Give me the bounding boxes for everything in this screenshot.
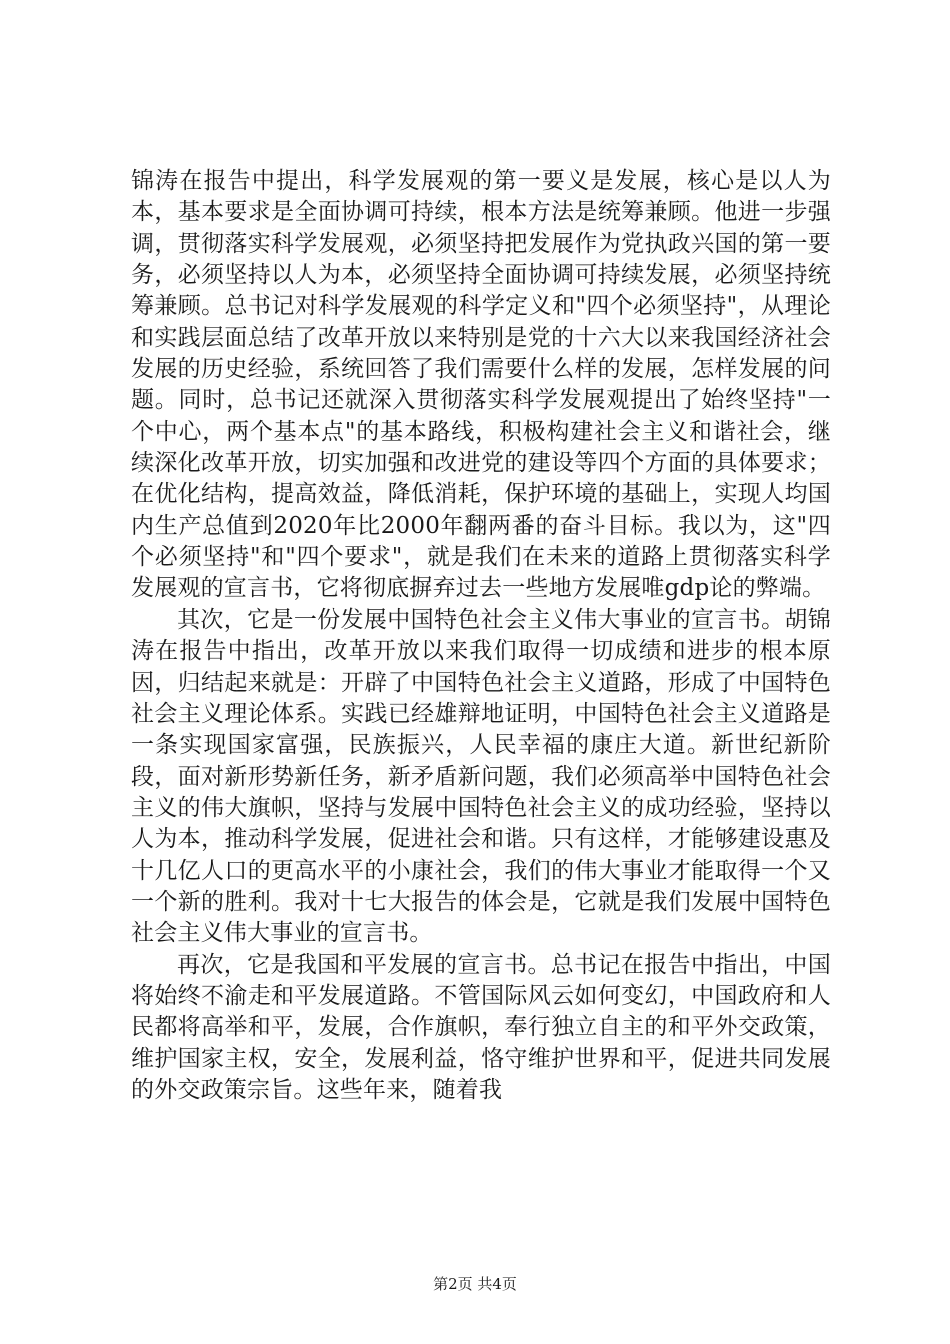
paragraph-third: 再次，它是我国和平发展的宣言书。总书记在报告中指出，中国将始终不渝走和平发展道路。不管国际风云如何变幻，中国政府和人民都将高举和平，发展，合作旗帜，奉行独立自主的和平外交政策，维护国家主权，安全，发展利益，恪守维护世界和平，促进共同发展的外交政策宗旨。这些年来，随着我	[131, 951, 831, 1103]
document-body	[131, 166, 831, 1106]
page-footer: 第2页 共4页	[433, 1275, 517, 1293]
paragraph-second: 其次，它是一份发展中国特色社会主义伟大事业的宣言书。胡锦涛在报告中指出，改革开放以来我们取得一切成绩和进步的根本原因，归结起来就是：开辟了中国特色社会主义道路，形成了中国特色社会主义理论体系。实践已经雄辩地证明，中国特色社会主义道路是一条实现国家富强，民族振兴，人民幸福的康庄大道。新世纪新阶段，面对新形势新任务，新矛盾新问题，我们必须高举中国特色社会主义的伟大旗帜，坚持与发展中国特色社会主义的成功经验，坚持以人为本，推动科学发展，促进社会和谐。只有这样，才能够建设惠及十几亿人口的更高水平的小康社会，我们的伟大事业才能取得一个又一个新的胜利。我对十七大报告的体会是，它就是我们发展中国特色社会主义伟大事业的宣言书。	[131, 606, 831, 947]
paragraph-continuation: 锦涛在报告中提出，科学发展观的第一要义是发展，核心是以人为本，基本要求是全面协调可持续，根本方法是统筹兼顾。他进一步强调，贯彻落实科学发展观，必须坚持把发展作为党执政兴国的第一要务，必须坚持以人为本，必须坚持全面协调可持续发展，必须坚持统筹兼顾。总书记对科学发展观的科学定义和"四个必须坚持"，从理论和实践层面总结了改革开放以来特别是党的十六大以来我国经济社会发展的历史经验，系统回答了我们需要什么样的发展，怎样发展的问题。同时，总书记还就深入贯彻落实科学发展观提出了始终坚持"一个中心，两个基本点"的基本路线，积极构建社会主义和谐社会，继续深化改革开放，切实加强和改进党的建设等四个方面的具体要求；在优化结构，提高效益，降低消耗，保护环境的基础上，实现人均国内生产总值到2020年比2000年翻两番的奋斗目标。我以为，这"四个必须坚持"和"四个要求"，就是我们在未来的道路上贯彻落实科学发展观的宣言书，它将彻底摒弃过去一些地方发展唯gdp论的弊端。	[131, 168, 831, 602]
